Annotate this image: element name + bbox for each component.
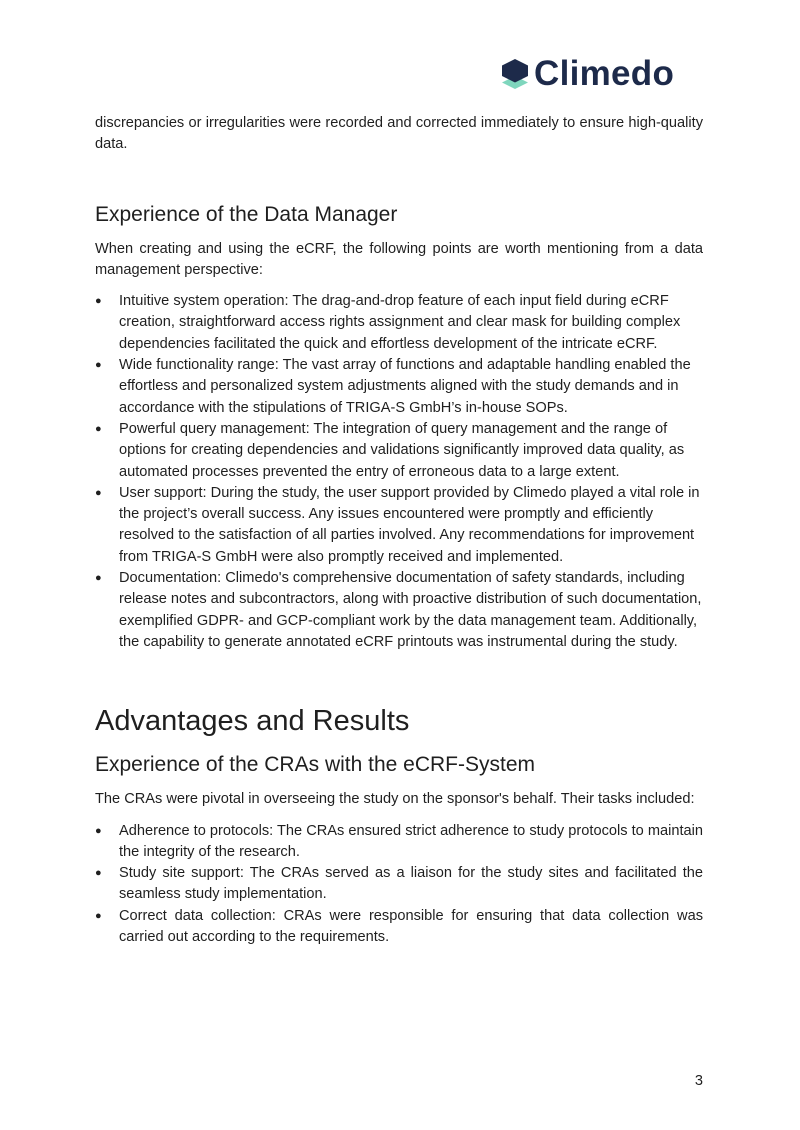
advantages-heading: Advantages and Results	[95, 705, 410, 738]
document-body	[95, 113, 703, 948]
climedo-logo-icon	[502, 59, 528, 89]
list-item: ● Powerful query management: The integration of query management and the range of options for creating dependencies and validations significantly improved data quality, as automated processes prevented the entry of erroneous data to a large extent.	[95, 419, 703, 483]
data-manager-heading: Experience of the Data Manager	[95, 202, 398, 226]
list-item: ● Adherence to protocols: The CRAs ensured strict adherence to study protocols to maintain the integrity of the research.	[95, 821, 703, 864]
list-item: ● Wide functionality range: The vast array of functions and adaptable handling enabled the effortless and personalized system adjustments aligned with the study demands and in accordance with the stipulations of TRIGA-S GmbH’s in-house SOPs.	[95, 355, 703, 419]
list-item: ● Correct data collection: CRAs were responsible for ensuring that data collection was carried out according to the requirements.	[95, 906, 703, 949]
page-number: 3	[694, 1073, 703, 1089]
list-item: ● Study site support: The CRAs served as a liaison for the study sites and facilitated the seamless study implementation.	[95, 863, 703, 906]
logo-text: Climedo	[534, 54, 675, 93]
data-manager-intro: When creating and using the eCRF, the following points are worth mentioning from a data management perspective:	[95, 240, 703, 278]
cra-intro: The CRAs were pivotal in overseeing the study on the sponsor's behalf. Their tasks included:	[95, 791, 695, 808]
list-item: ● Intuitive system operation: The drag-and-drop feature of each input field during eCRF creation, straightforward access rights assignment and clear mask for building complex dependencies facilitated the quick and effortless development of the intricate eCRF.	[95, 291, 703, 355]
data-manager-list	[95, 291, 703, 653]
climedo-logo	[502, 54, 674, 94]
list-item: ● User support: During the study, the user support provided by Climedo played a vital role in the project’s overall success. Any issues encountered were promptly and efficiently resolved to the satisfaction of all parties involved. Any recommendations for improvement from TRIGA-S GmbH were also promptly received and implemented.	[95, 483, 703, 568]
intro-paragraph: discrepancies or irregularities were recorded and corrected immediately to ensure high-quality data.	[95, 115, 703, 153]
cra-list	[95, 821, 703, 949]
cra-heading: Experience of the CRAs with the eCRF-System	[95, 753, 535, 777]
list-item: ● Documentation: Climedo's comprehensive documentation of safety standards, including release notes and subcontractors, along with proactive distribution of such documentation, exemplified GDPR- and GCP-compliant work by the data management team. Additionally, the capability to generate annotated eCRF printouts was instrumental during the study.	[95, 568, 703, 653]
